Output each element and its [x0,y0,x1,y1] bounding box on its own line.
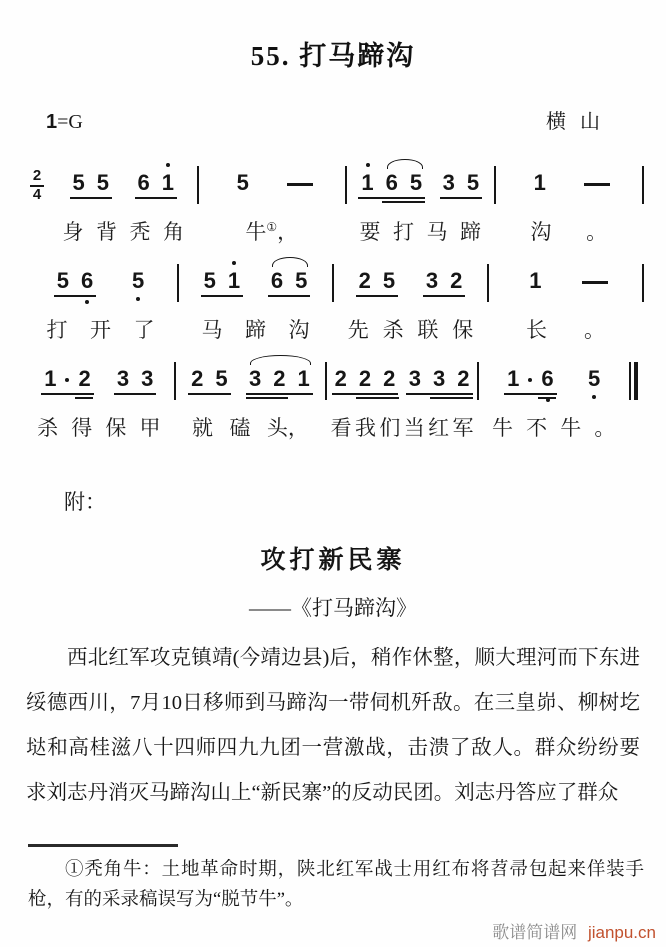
lyrics-row [489,314,642,344]
lyric-syllable: 先 [347,318,369,342]
note-group [198,268,247,298]
notes-row [479,366,629,402]
lyric-syllable: 就 [192,416,214,440]
note: 5 [295,268,308,293]
note-group [265,268,314,298]
watermark [492,918,656,943]
octave-dot-low [592,395,596,399]
note: 1 [222,268,246,294]
sixteenth-beam [356,397,399,399]
note: 1 [529,268,542,293]
note: 3 [425,268,439,293]
watermark-site-name: 歌谱简谱网 [492,923,578,942]
lyric-syllable: 打 [393,220,414,244]
measure [489,268,642,344]
note: 1 [507,366,520,391]
lyric-syllable: 我 [355,416,376,440]
watermark-domain-link[interactable]: jianpu.cn [587,923,656,942]
note-group [51,268,100,298]
notes-row [24,366,174,402]
notes-row [327,366,477,402]
lyric-syllable: 联 [417,318,439,342]
lyric-syllable: 头， [266,416,309,440]
measure [496,170,643,246]
eighth-beam [41,393,94,395]
eighth-beam [504,393,557,395]
eighth-beam [54,295,97,297]
eighth-beam [356,295,399,297]
notes-row [50,170,197,206]
footnote-rule [28,844,178,847]
eighth-beam [246,393,313,395]
slur [250,355,311,365]
footnote-text: ①秃角牛：土地革命时期，陕北红军战士用红布将苕帚包起来佯装手枪，有的采录稿误写为“脱节牛”。 [28,860,644,910]
note: 2 [334,366,347,391]
note: 2 [191,366,204,391]
measure [479,366,629,442]
key-mode: =G [57,111,83,133]
octave-dot-low [85,300,89,304]
note: 2 [450,268,463,293]
note: 2 [358,366,372,391]
sixteenth-beam [430,397,473,399]
note: 3 [442,170,455,195]
lyrics-row [327,412,477,442]
note: 1 [533,170,546,195]
key-signature [46,111,83,134]
measure [179,268,332,344]
measure [176,366,326,442]
note-group [126,268,150,298]
appendix-heading: 攻打新民寨 [260,547,406,574]
lyric-syllable: 。 [594,416,616,440]
notes-row [489,268,642,304]
measure [334,268,487,344]
lyric-syllable: 甲 [139,416,161,440]
eighth-beam [188,393,231,395]
lyric-syllable: 当 [403,416,425,440]
lyric-syllable: 开 [90,318,111,342]
lyric-syllable: 要 [359,220,381,244]
sixteenth-beam [246,397,288,399]
note: 3 [116,366,130,391]
region-credit: 横山 [546,111,614,133]
appendix-label: 附： [64,490,106,514]
footnote-marker: ① [266,220,278,234]
measure [50,170,197,246]
lyric-syllable: 杀 [37,416,59,440]
lyric-syllable: 牛①， [245,220,299,244]
final-barline [629,362,639,400]
measure [327,366,477,442]
note-group [353,268,402,298]
note: 6 [137,170,150,195]
note: 6 [270,268,284,293]
lyric-syllable: 得 [71,416,93,440]
note: 5 [56,268,69,293]
note: 2 [457,366,470,391]
note-group [231,170,255,200]
note: 1 [44,366,57,391]
lyric-syllable: 蹄 [460,220,481,244]
measure [24,366,174,442]
lyrics-row [24,314,177,344]
note-group [355,170,428,200]
lyric-syllable: 们 [379,416,401,440]
sixteenth-beam [538,397,556,399]
notes-row [334,268,487,304]
sixteenth-beam [382,201,425,203]
lyric-syllable: 杀 [382,318,404,342]
lyric-syllable: 不 [526,416,548,440]
lyrics-row [479,412,629,442]
note-group [528,170,552,200]
note-group [437,170,486,200]
lyrics-row [176,412,326,442]
time-signature [24,169,50,202]
note: 5 [126,268,150,294]
octave-dot-low [136,297,140,301]
score-line [24,366,644,442]
barline [642,166,644,204]
score-line [24,268,644,344]
lyric-syllable: 沟 [288,318,310,342]
meter-denominator: 4 [32,186,42,203]
eighth-beam [268,295,311,297]
lyric-syllable: 军 [452,416,474,440]
sustain-dash [287,183,313,186]
note: 2 [358,268,371,293]
lyric-syllable: 。 [584,318,605,342]
note: 5 [203,268,216,293]
final-barline-thick [634,362,639,400]
note: 1 [355,170,379,196]
key-region-row [46,105,614,134]
note: 2 [273,366,286,391]
note: 5 [72,170,85,195]
measure [199,170,346,246]
eighth-beam [406,393,473,395]
note-group [329,366,402,396]
note: 6 [75,268,99,294]
sixteenth-beam [75,397,93,399]
lyric-syllable: 。 [586,220,608,244]
augmentation-dot [65,378,69,382]
note-group [132,170,181,200]
note: 1 [156,170,180,196]
lyric-syllable: 身 [62,220,84,244]
key-tonic: 1 [46,111,58,133]
eighth-beam [358,197,425,199]
octave-dot-high [232,261,236,265]
note: 5 [466,170,480,195]
lyric-syllable: 马 [201,318,223,342]
final-barline-thin [629,362,631,400]
appendix-paragraph: 西北红军攻克镇靖(今靖边县)后，稍作休整，顺大理河而下东进绥德西川，7月10日移师到马蹄沟一带伺机歼敌。在三皇峁、柳树圪垯和高桂滋八十四师四九九团一营激战，击溃了敌人。群众纷纷要求刘志丹消灭马蹄沟山上“新民寨”的反动民团。刘志丹答应了群众 [26,647,640,804]
slur [387,159,424,169]
lyric-syllable: 马 [426,220,448,244]
lyrics-row [24,412,174,442]
measure [347,170,494,246]
note: 5 [236,170,249,195]
note: 3 [141,366,154,391]
lyrics-row [347,216,494,246]
lyric-syllable: 长 [526,318,547,342]
note: 1 [297,366,310,391]
lyric-syllable: 背 [96,220,117,244]
note-group [501,366,560,396]
score-line [24,167,644,246]
note: 5 [409,170,423,195]
octave-dot-low [546,398,550,402]
song-title: 55. 打马蹄沟 [250,41,416,71]
barline [642,264,644,302]
eighth-beam [440,197,483,199]
lyrics-row [50,216,197,246]
lyric-syllable: 蹄 [245,318,266,342]
lyric-syllable: 牛 [560,416,582,440]
note: 3 [249,366,262,391]
sustain-dash [584,183,610,186]
notes-row [496,170,643,206]
note-group [67,170,116,200]
notation-block [24,167,644,442]
octave-dot-high [166,163,170,167]
note: 5 [215,366,228,391]
sustain-dash [582,281,608,284]
lyric-syllable: 牛 [492,416,513,440]
lyric-syllable: 保 [452,318,474,342]
note-group [38,366,97,396]
lyric-syllable: 了 [133,318,155,342]
note-group [403,366,476,396]
lyric-syllable: 沟 [530,220,552,244]
notes-row [176,366,326,402]
note-group [243,366,316,396]
eighth-beam [423,295,466,297]
lyric-syllable: 秃 [129,220,151,244]
note: 2 [383,366,396,391]
note-group [111,366,160,396]
note-group [420,268,469,298]
eighth-beam [201,295,244,297]
eighth-beam [114,393,157,395]
note: 5 [382,268,396,293]
eighth-beam [135,197,178,199]
lyric-syllable: 红 [428,416,450,440]
note: 3 [408,366,421,391]
notes-row [24,268,177,304]
notes-row [179,268,332,304]
note: 2 [78,366,91,391]
lyric-syllable: 打 [46,318,68,342]
note: 3 [433,366,446,391]
footnote-block [28,844,644,915]
note-group [185,366,234,396]
note-group [523,268,547,298]
meter-numerator: 2 [32,167,42,184]
lyrics-row [199,216,346,246]
lyric-syllable: 磕 [229,416,251,440]
measure [24,268,177,344]
augmentation-dot [528,378,532,382]
eighth-beam [332,393,399,395]
note: 6 [385,170,398,195]
appendix-source: ——《打马蹄沟》 [249,596,417,620]
lyric-syllable: 保 [105,416,127,440]
lyric-syllable: 角 [163,220,184,244]
lyric-syllable: 看 [330,416,352,440]
lyrics-row [334,314,487,344]
note-group [582,366,606,396]
lyrics-row [179,314,332,344]
note: 5 [96,170,109,195]
eighth-beam [70,197,113,199]
note: 5 [582,366,606,392]
notes-row [199,170,346,206]
notes-row [347,170,494,206]
slur [272,257,308,267]
lyrics-row [496,216,643,246]
octave-dot-high [366,163,370,167]
note: 6 [535,366,559,392]
